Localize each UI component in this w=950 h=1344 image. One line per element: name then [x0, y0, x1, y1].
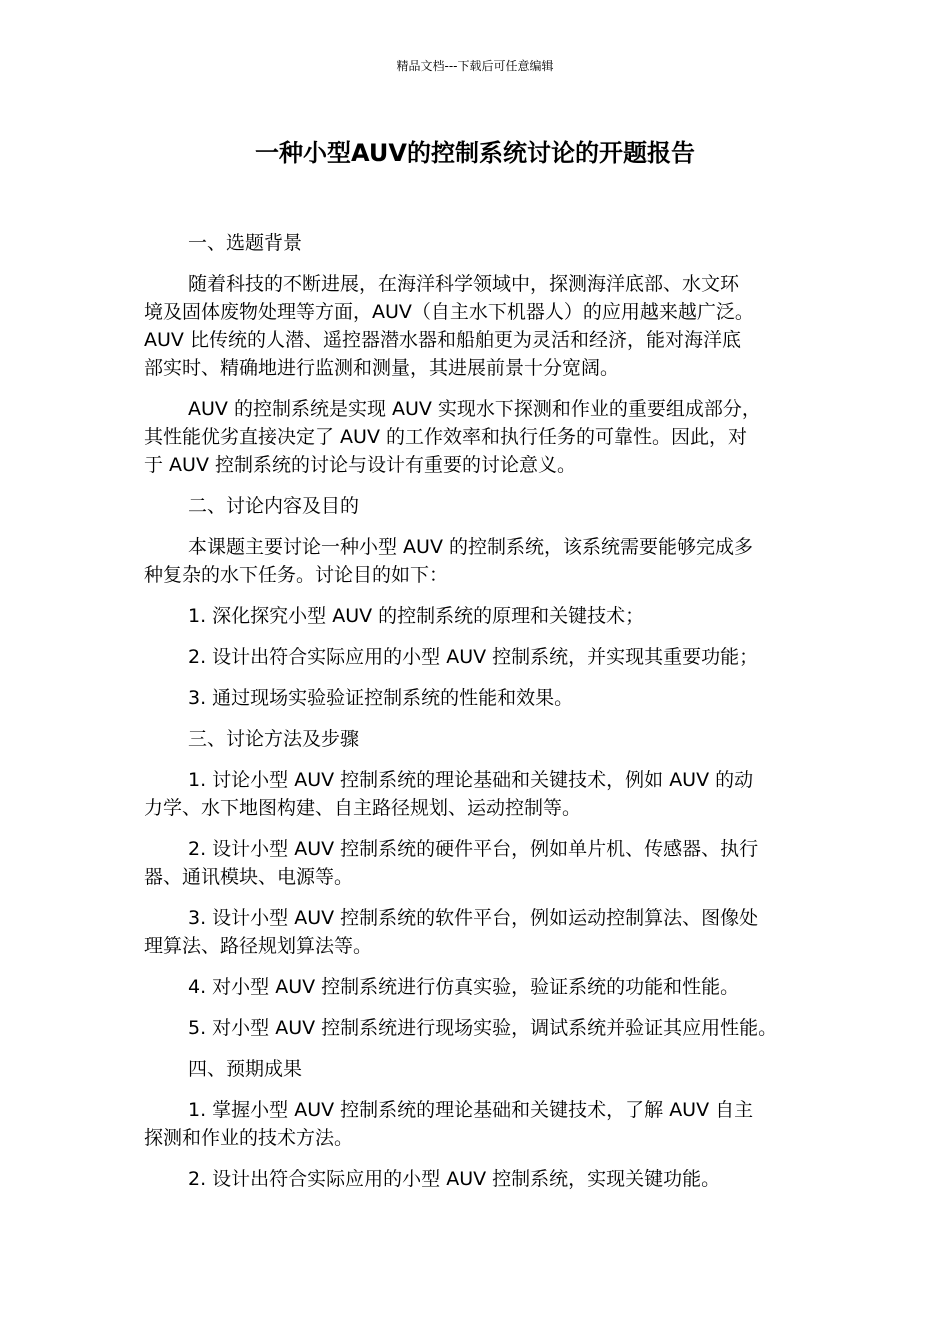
body-paragraph: [144, 1096, 820, 1152]
body-paragraph: [144, 270, 820, 382]
paragraph-line: 一、选题背景: [188, 232, 303, 254]
paragraph-line: AUV 的控制系统是实现 AUV 实现水下探测和作业的重要组成部分，: [188, 398, 761, 420]
body-paragraph: [144, 766, 820, 822]
paragraph-line: 随着科技的不断进展，在海洋科学领域中，探测海洋底部、水文环: [188, 273, 740, 295]
paragraph-line: 本课题主要讨论一种小型 AUV 的控制系统，该系统需要能够完成多: [188, 536, 753, 558]
body-paragraph: [144, 1055, 820, 1083]
paragraph-line: 力学、水下地图构建、自主路径规划、运动控制等。: [144, 797, 582, 819]
document-body: [144, 216, 820, 1193]
paragraph-line: 1. 讨论小型 AUV 控制系统的理论基础和关键技术，例如 AUV 的动: [188, 769, 754, 791]
paragraph-line: 1. 掌握小型 AUV 控制系统的理论基础和关键技术，了解 AUV 自主: [188, 1099, 754, 1121]
body-paragraph: [144, 904, 820, 960]
body-paragraph: [144, 533, 820, 589]
paragraph-line: 器、通讯模块、电源等。: [144, 866, 354, 888]
body-paragraph: [144, 395, 820, 479]
paragraph-line: 种复杂的水下任务。讨论目的如下：: [144, 564, 449, 586]
body-paragraph: [144, 229, 820, 257]
body-paragraph: [144, 602, 820, 630]
paragraph-line: 其性能优劣直接决定了 AUV 的工作效率和执行任务的可靠性。因此，对: [144, 426, 747, 448]
body-paragraph: [144, 835, 820, 891]
body-paragraph: [144, 643, 820, 671]
paragraph-line: 2. 设计小型 AUV 控制系统的硬件平台，例如单片机、传感器、执行: [188, 838, 759, 860]
paragraph-line: 境及固体废物处理等方面，AUV（自主水下机器人）的应用越来越广泛。: [144, 301, 754, 323]
paragraph-line: 二、讨论内容及目的: [188, 495, 360, 517]
body-paragraph: [144, 1014, 820, 1042]
paragraph-line: 2. 设计出符合实际应用的小型 AUV 控制系统，并实现其重要功能；: [188, 646, 759, 668]
paragraph-line: 5. 对小型 AUV 控制系统进行现场实验，调试系统并验证其应用性能。: [188, 1017, 778, 1039]
paragraph-line: 于 AUV 控制系统的讨论与设计有重要的讨论意义。: [144, 454, 576, 476]
paragraph-line: 3. 通过现场实验验证控制系统的性能和效果。: [188, 687, 574, 709]
page-header: 精品文档---下载后可任意编辑: [396, 59, 554, 73]
paragraph-line: 2. 设计出符合实际应用的小型 AUV 控制系统，实现关键功能。: [188, 1168, 721, 1190]
paragraph-line: 理算法、路径规划算法等。: [144, 935, 373, 957]
body-paragraph: [144, 1165, 820, 1193]
paragraph-line: 部实时、精确地进行监测和测量，其进展前景十分宽阔。: [144, 357, 620, 379]
body-paragraph: [144, 725, 820, 753]
paragraph-line: 四、预期成果: [188, 1058, 303, 1080]
paragraph-line: 探测和作业的技术方法。: [144, 1127, 354, 1149]
paragraph-line: 3. 设计小型 AUV 控制系统的软件平台，例如运动控制算法、图像处: [188, 907, 759, 929]
paragraph-line: 三、讨论方法及步骤: [188, 728, 360, 750]
body-paragraph: [144, 684, 820, 712]
body-paragraph: [144, 973, 820, 1001]
paragraph-line: 4. 对小型 AUV 控制系统进行仿真实验，验证系统的功能和性能。: [188, 976, 740, 998]
document-title: 一种小型AUV的控制系统讨论的开题报告: [255, 139, 695, 167]
body-paragraph: [144, 492, 820, 520]
paragraph-line: AUV 比传统的人潜、遥控器潜水器和船舶更为灵活和经济，能对海洋底: [144, 329, 741, 351]
paragraph-line: 1. 深化探究小型 AUV 的控制系统的原理和关键技术；: [188, 605, 645, 627]
